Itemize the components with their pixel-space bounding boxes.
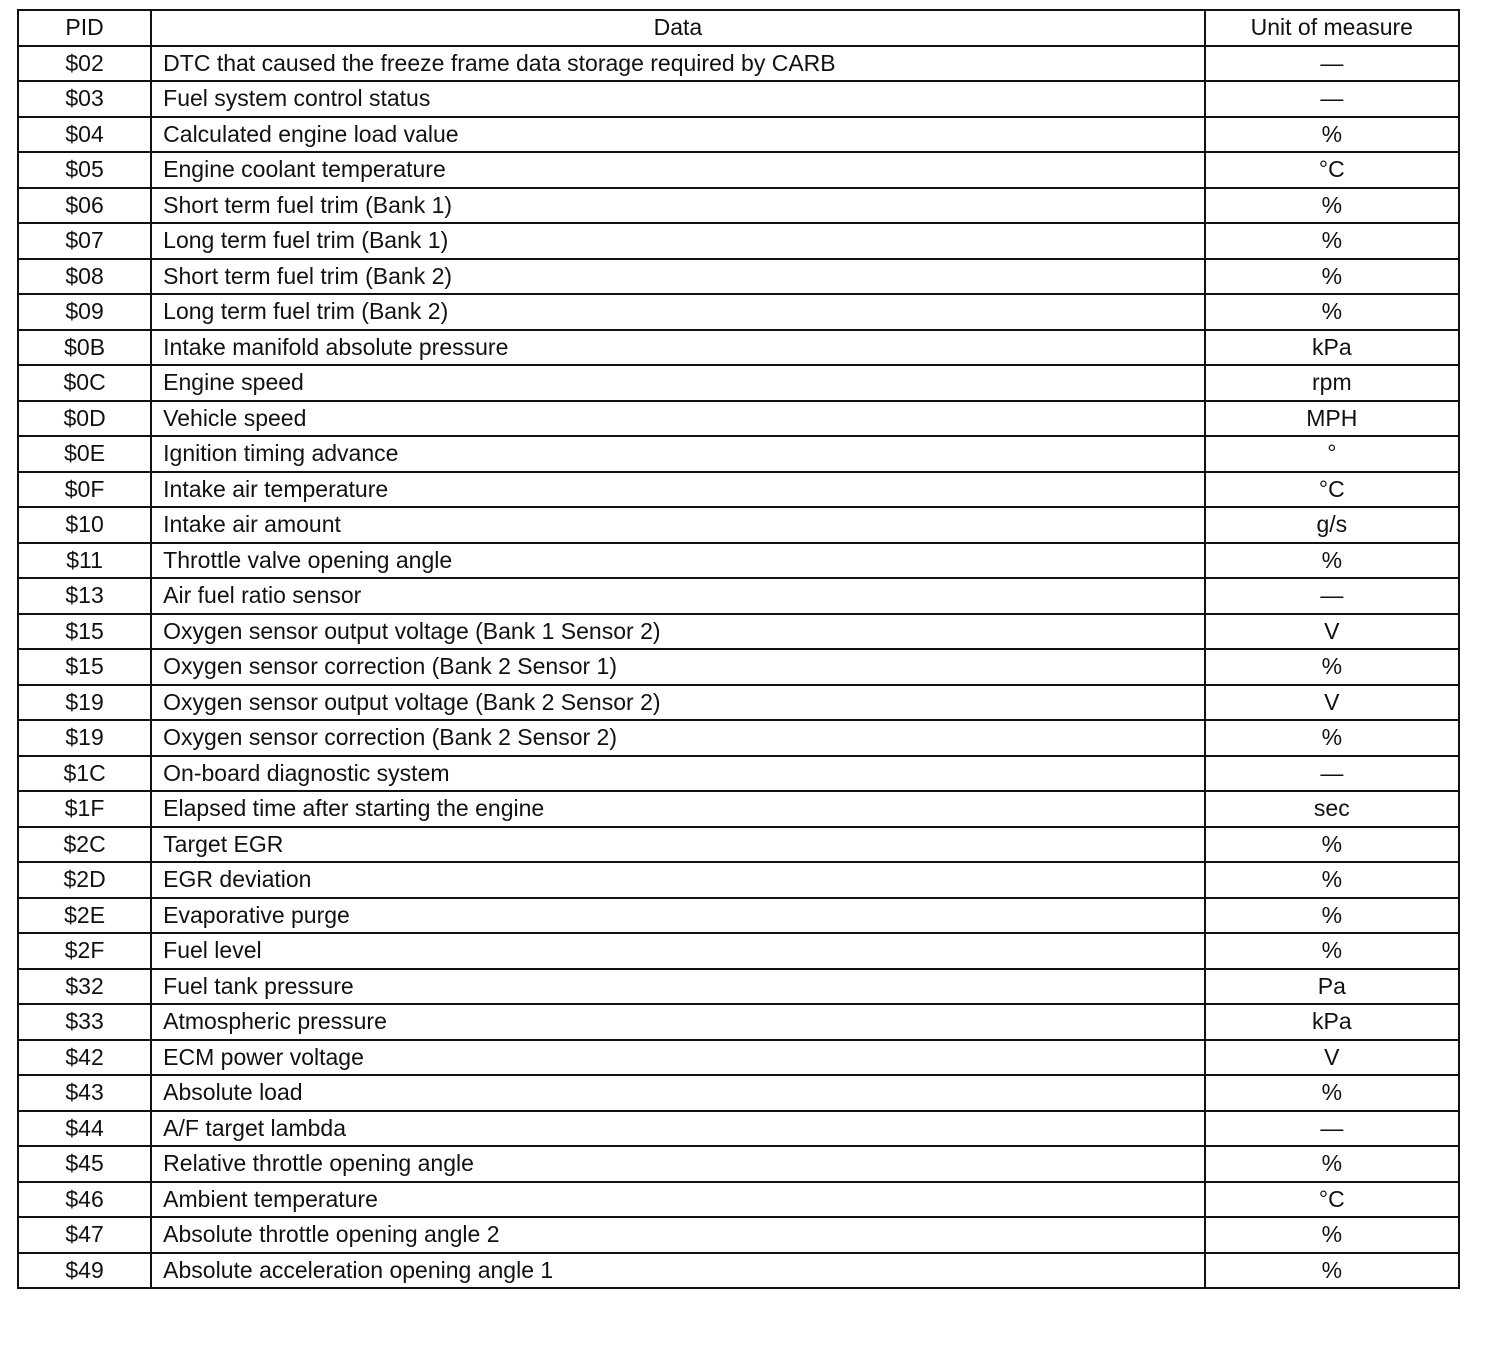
pid-cell: $2F: [18, 933, 151, 969]
table-row: [18, 365, 1459, 401]
unit-cell: %: [1205, 898, 1459, 934]
table-row: [18, 436, 1459, 472]
unit-cell: Pa: [1205, 969, 1459, 1005]
pid-cell: $0C: [18, 365, 151, 401]
data-cell: Oxygen sensor output voltage (Bank 1 Sensor 2): [151, 614, 1204, 650]
unit-cell: %: [1205, 827, 1459, 863]
unit-cell: —: [1205, 578, 1459, 614]
unit-cell: sec: [1205, 791, 1459, 827]
pid-cell: $19: [18, 720, 151, 756]
data-cell: ECM power voltage: [151, 1040, 1204, 1076]
table-row: [18, 223, 1459, 259]
pid-cell: $19: [18, 685, 151, 721]
unit-cell: %: [1205, 1217, 1459, 1253]
unit-cell: kPa: [1205, 330, 1459, 366]
unit-cell: %: [1205, 223, 1459, 259]
pid-cell: $42: [18, 1040, 151, 1076]
table-row: [18, 472, 1459, 508]
header-pid: PID: [18, 10, 151, 46]
unit-cell: rpm: [1205, 365, 1459, 401]
data-cell: Absolute load: [151, 1075, 1204, 1111]
table-row: [18, 1075, 1459, 1111]
unit-cell: kPa: [1205, 1004, 1459, 1040]
data-cell: Fuel system control status: [151, 81, 1204, 117]
data-cell: Engine speed: [151, 365, 1204, 401]
unit-cell: %: [1205, 720, 1459, 756]
data-cell: Engine coolant temperature: [151, 152, 1204, 188]
data-cell: Throttle valve opening angle: [151, 543, 1204, 579]
table-row: [18, 259, 1459, 295]
pid-cell: $03: [18, 81, 151, 117]
pid-table: [17, 9, 1460, 1289]
pid-cell: $43: [18, 1075, 151, 1111]
table-row: [18, 46, 1459, 82]
data-cell: Intake manifold absolute pressure: [151, 330, 1204, 366]
header-row: [18, 10, 1459, 46]
pid-cell: $15: [18, 649, 151, 685]
data-cell: Relative throttle opening angle: [151, 1146, 1204, 1182]
unit-cell: %: [1205, 933, 1459, 969]
data-cell: On-board diagnostic system: [151, 756, 1204, 792]
table-row: [18, 685, 1459, 721]
unit-cell: %: [1205, 188, 1459, 224]
table-row: [18, 117, 1459, 153]
pid-cell: $1C: [18, 756, 151, 792]
data-cell: Vehicle speed: [151, 401, 1204, 437]
data-cell: Oxygen sensor output voltage (Bank 2 Sensor 2): [151, 685, 1204, 721]
pid-cell: $11: [18, 543, 151, 579]
table-row: [18, 401, 1459, 437]
pid-cell: $09: [18, 294, 151, 330]
data-cell: Intake air temperature: [151, 472, 1204, 508]
unit-cell: —: [1205, 1111, 1459, 1147]
data-cell: Atmospheric pressure: [151, 1004, 1204, 1040]
table-row: [18, 862, 1459, 898]
unit-cell: °C: [1205, 152, 1459, 188]
table-row: [18, 1182, 1459, 1218]
pid-cell: $44: [18, 1111, 151, 1147]
table-row: [18, 578, 1459, 614]
table-row: [18, 1004, 1459, 1040]
table-row: [18, 543, 1459, 579]
data-cell: Target EGR: [151, 827, 1204, 863]
unit-cell: %: [1205, 862, 1459, 898]
table-row: [18, 898, 1459, 934]
pid-cell: $0D: [18, 401, 151, 437]
data-cell: Fuel tank pressure: [151, 969, 1204, 1005]
pid-cell: $2C: [18, 827, 151, 863]
unit-cell: —: [1205, 46, 1459, 82]
data-cell: Oxygen sensor correction (Bank 2 Sensor 2): [151, 720, 1204, 756]
data-cell: Ignition timing advance: [151, 436, 1204, 472]
unit-cell: —: [1205, 756, 1459, 792]
table-row: [18, 188, 1459, 224]
pid-cell: $0B: [18, 330, 151, 366]
table-body: [18, 46, 1459, 1289]
data-cell: Short term fuel trim (Bank 2): [151, 259, 1204, 295]
data-cell: DTC that caused the freeze frame data storage required by CARB: [151, 46, 1204, 82]
pid-cell: $47: [18, 1217, 151, 1253]
data-cell: Ambient temperature: [151, 1182, 1204, 1218]
table-row: [18, 330, 1459, 366]
unit-cell: g/s: [1205, 507, 1459, 543]
unit-cell: %: [1205, 117, 1459, 153]
unit-cell: °C: [1205, 1182, 1459, 1218]
data-cell: A/F target lambda: [151, 1111, 1204, 1147]
pid-cell: $46: [18, 1182, 151, 1218]
pid-cell: $05: [18, 152, 151, 188]
unit-cell: %: [1205, 649, 1459, 685]
unit-cell: —: [1205, 81, 1459, 117]
table-row: [18, 1040, 1459, 1076]
unit-cell: %: [1205, 294, 1459, 330]
pid-cell: $10: [18, 507, 151, 543]
data-cell: Long term fuel trim (Bank 2): [151, 294, 1204, 330]
unit-cell: %: [1205, 1075, 1459, 1111]
data-cell: Absolute throttle opening angle 2: [151, 1217, 1204, 1253]
unit-cell: °: [1205, 436, 1459, 472]
table-header: [18, 10, 1459, 46]
table-row: [18, 1146, 1459, 1182]
unit-cell: %: [1205, 1146, 1459, 1182]
table-row: [18, 1253, 1459, 1289]
unit-cell: %: [1205, 259, 1459, 295]
data-cell: Oxygen sensor correction (Bank 2 Sensor 1): [151, 649, 1204, 685]
data-cell: Evaporative purge: [151, 898, 1204, 934]
unit-cell: °C: [1205, 472, 1459, 508]
pid-cell: $1F: [18, 791, 151, 827]
table-row: [18, 152, 1459, 188]
table-row: [18, 969, 1459, 1005]
data-cell: Short term fuel trim (Bank 1): [151, 188, 1204, 224]
data-cell: EGR deviation: [151, 862, 1204, 898]
pid-cell: $04: [18, 117, 151, 153]
table-row: [18, 933, 1459, 969]
pid-cell: $32: [18, 969, 151, 1005]
table-row: [18, 791, 1459, 827]
pid-cell: $13: [18, 578, 151, 614]
pid-cell: $45: [18, 1146, 151, 1182]
table-row: [18, 614, 1459, 650]
pid-cell: $0F: [18, 472, 151, 508]
unit-cell: %: [1205, 543, 1459, 579]
data-cell: Air fuel ratio sensor: [151, 578, 1204, 614]
table-row: [18, 81, 1459, 117]
pid-cell: $06: [18, 188, 151, 224]
table-row: [18, 1111, 1459, 1147]
unit-cell: %: [1205, 1253, 1459, 1289]
table-row: [18, 507, 1459, 543]
table-row: [18, 294, 1459, 330]
pid-cell: $33: [18, 1004, 151, 1040]
header-unit: Unit of measure: [1205, 10, 1459, 46]
data-cell: Calculated engine load value: [151, 117, 1204, 153]
pid-cell: $2E: [18, 898, 151, 934]
data-cell: Elapsed time after starting the engine: [151, 791, 1204, 827]
unit-cell: MPH: [1205, 401, 1459, 437]
unit-cell: V: [1205, 685, 1459, 721]
pid-cell: $07: [18, 223, 151, 259]
data-cell: Long term fuel trim (Bank 1): [151, 223, 1204, 259]
data-cell: Fuel level: [151, 933, 1204, 969]
data-cell: Absolute acceleration opening angle 1: [151, 1253, 1204, 1289]
pid-cell: $49: [18, 1253, 151, 1289]
table-row: [18, 756, 1459, 792]
pid-cell: $2D: [18, 862, 151, 898]
data-cell: Intake air amount: [151, 507, 1204, 543]
table-row: [18, 1217, 1459, 1253]
pid-cell: $02: [18, 46, 151, 82]
pid-cell: $0E: [18, 436, 151, 472]
pid-cell: $15: [18, 614, 151, 650]
table-row: [18, 649, 1459, 685]
unit-cell: V: [1205, 1040, 1459, 1076]
pid-cell: $08: [18, 259, 151, 295]
table-row: [18, 827, 1459, 863]
table-row: [18, 720, 1459, 756]
unit-cell: V: [1205, 614, 1459, 650]
header-data: Data: [151, 10, 1204, 46]
